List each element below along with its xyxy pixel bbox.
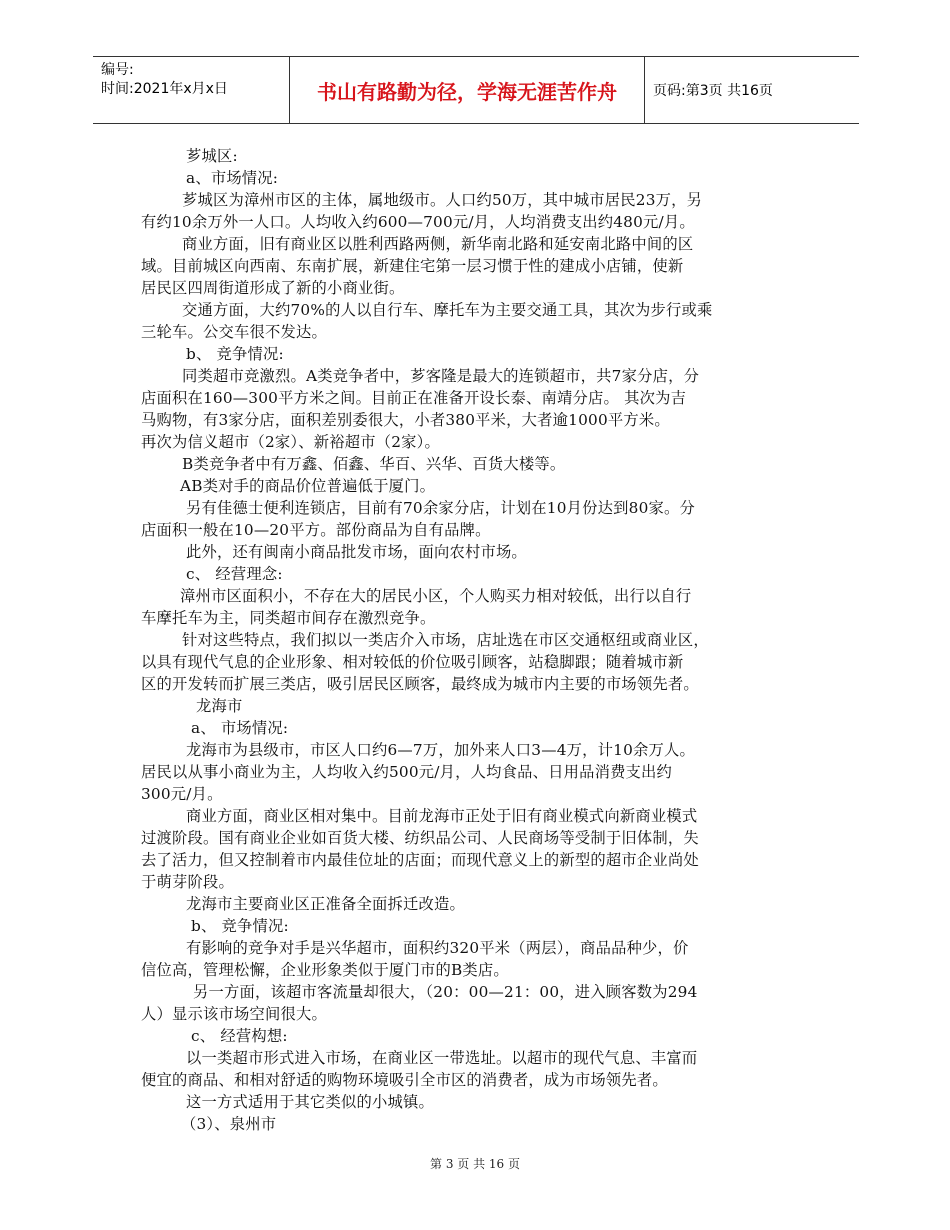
header-time-label: 时间:2021年x月x日 (101, 81, 228, 97)
text-line: 三轮车。公交车很不发达。 (141, 323, 327, 341)
text-line: 于萌芽阶段。 (141, 873, 234, 891)
text-line: 龙海市主要商业区正准备全面拆迁改造。 (186, 895, 465, 913)
text-line: 区的开发转而扩展三类店，吸引居民区顾客，最终成为城市内主要的市场领先者。 (141, 675, 699, 693)
page-header (93, 56, 859, 124)
text-line: 店面积在160—300平方米之间。目前正在准备开设长泰、南靖分店。 其次为吉 (141, 389, 687, 407)
text-line: 再次为信义超市（2家）、新裕超市（2家）。 (141, 433, 441, 451)
text-line: 这一方式适用于其它类似的小城镇。 (186, 1093, 434, 1111)
text-line: 店面积一般在10—20平方。部份商品为自有品牌。 (141, 521, 491, 539)
text-line: 人）显示该市场空间很大。 (141, 1005, 327, 1023)
text-line: 商业方面，旧有商业区以胜利西路两侧，新华南北路和延安南北路中间的区 (182, 235, 694, 253)
text-line: 针对这些特点，我们拟以一类店介入市场，店址选在市区交通枢纽或商业区， (182, 631, 709, 649)
text-line: 龙海市 (196, 697, 243, 715)
text-line: 有影响的竞争对手是兴华超市，面积约320平米（两层），商品品种少，价 (186, 939, 689, 957)
header-motto: 书山有路勤为径，学海无涯苦作舟 (289, 57, 645, 123)
text-line: 300元/月。 (141, 785, 223, 803)
text-line: （3）、泉州市 (181, 1115, 277, 1133)
text-line: a、 市场情况: (191, 719, 289, 737)
text-line: 马购物，有3家分店，面积差别委很大，小者380平米，大者逾1000平方米。 (141, 411, 670, 429)
text-line: 交通方面，大约70%的人以自行车、摩托车为主要交通工具，其次为步行或乘 (182, 301, 713, 319)
text-line: 信位高，管理松懈，企业形象类似于厦门市的B类店。 (141, 961, 509, 979)
text-line: 芗城区: (186, 147, 238, 165)
text-line: a、市场情况: (186, 169, 279, 187)
text-line: 以一类超市形式进入市场，在商业区一带选址。以超市的现代气息、丰富而 (186, 1049, 698, 1067)
text-line: c、 经营理念: (186, 565, 283, 583)
text-line: 商业方面，商业区相对集中。目前龙海市正处于旧有商业模式向新商业模式 (186, 807, 698, 825)
page-footer: 第 3 页 共 16 页 (430, 1157, 520, 1171)
text-line: 便宜的商品、和相对舒适的购物环境吸引全市区的消费者，成为市场领先者。 (141, 1071, 668, 1089)
text-line: 同类超市竞激烈。A类竞争者中，芗客隆是最大的连锁超市，共7家分店，分 (182, 367, 700, 385)
text-line: 居民以从事小商业为主，人均收入约500元/月，人均食品、日用品消费支出约 (141, 763, 673, 781)
text-line: 另一方面，该超市客流量却很大，（20：00—21：00，进入顾客数为294 (193, 983, 698, 1001)
text-line: B类竞争者中有万鑫、佰鑫、华百、兴华、百货大楼等。 (182, 455, 566, 473)
text-line: 车摩托车为主，同类超市间存在激烈竞争。 (141, 609, 436, 627)
header-page-info: 页码:第3页 共16页 (653, 83, 773, 99)
text-line: 去了活力，但又控制着市内最佳位址的店面；而现代意义上的新型的超市企业尚处 (141, 851, 699, 869)
text-line: 过渡阶段。国有商业企业如百货大楼、纺织品公司、人民商场等受制于旧体制，失 (141, 829, 699, 847)
text-line: c、 经营构想: (191, 1027, 288, 1045)
text-line: 另有佳德士便利连锁店，目前有70余家分店，计划在10月份达到80家。分 (186, 499, 696, 517)
header-meta (101, 61, 228, 99)
text-line: 芗城区为漳州市区的主体，属地级市。人口约50万，其中城市居民23万，另 (182, 191, 703, 209)
text-line: 以具有现代气息的企业形象、相对较低的价位吸引顾客，站稳脚跟；随着城市新 (141, 653, 684, 671)
text-line: b、 竞争情况: (186, 345, 284, 363)
text-line: 居民区四周街道形成了新的小商业街。 (141, 279, 405, 297)
text-line: AB类对手的商品价位普遍低于厦门。 (180, 477, 436, 495)
text-line: b、 竞争情况: (191, 917, 289, 935)
text-line: 有约10余万外一人口。人均收入约600—700元/月，人均消费支出约480元/月。 (141, 213, 695, 231)
text-line: 漳州市区面积小，不存在大的居民小区，个人购买力相对较低，出行以自行 (180, 587, 692, 605)
text-line: 域。目前城区向西南、东南扩展，新建住宅第一层习惯于性的建成小店铺，使新 (141, 257, 684, 275)
header-number-label: 编号: (101, 62, 134, 78)
text-line: 龙海市为县级市，市区人口约6—7万，加外来人口3—4万，计10余万人。 (186, 741, 696, 759)
text-line: 此外，还有闽南小商品批发市场，面向农村市场。 (186, 543, 527, 561)
